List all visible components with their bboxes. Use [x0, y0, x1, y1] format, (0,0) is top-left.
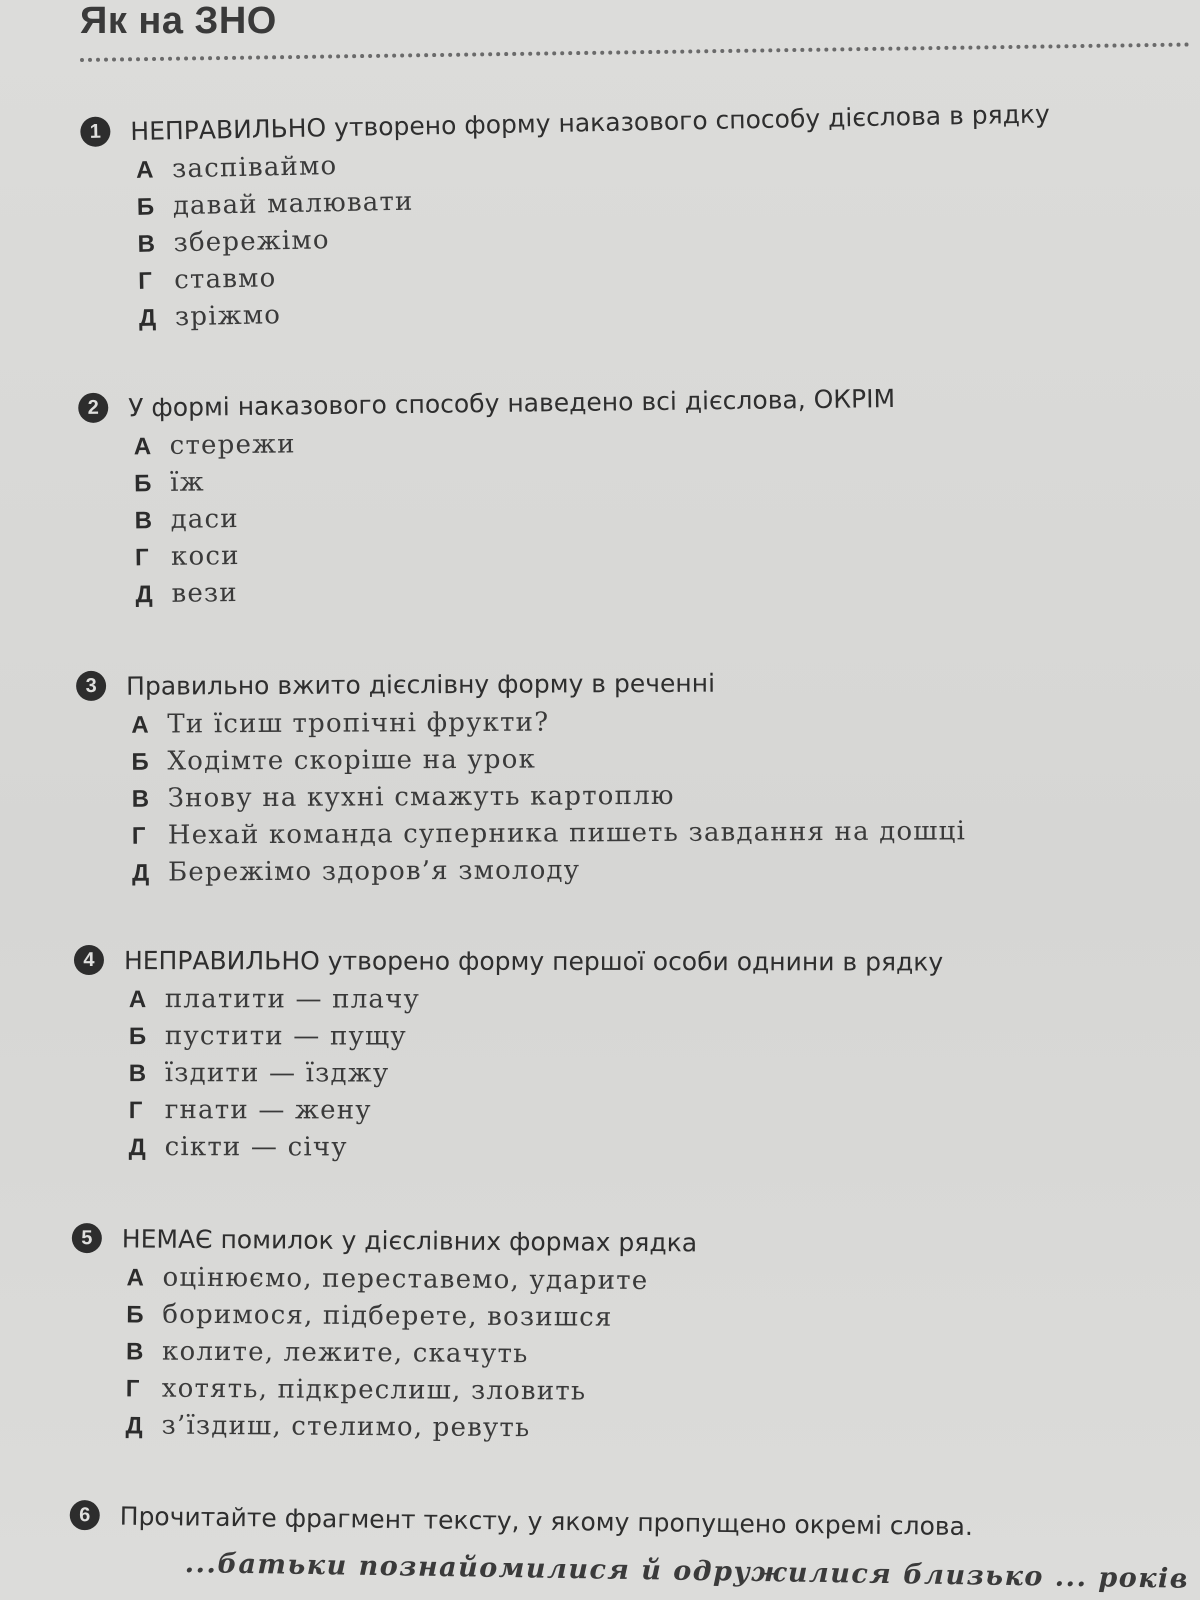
option-letter: Б [134, 470, 152, 498]
option-text: сікти — січу [164, 1132, 348, 1163]
option-text: оцінюємо, переставемо, ударите [162, 1262, 649, 1297]
question-header [72, 1218, 1152, 1266]
answer-option [132, 815, 1157, 857]
option-text: Ходімте скоріше на урок [167, 744, 537, 777]
answer-option [132, 778, 1157, 820]
question-number: 1 [80, 116, 111, 147]
answer-option [129, 984, 1154, 1023]
option-text: гнати — жену [164, 1095, 372, 1126]
option-letter: Б [126, 1301, 144, 1329]
option-text: Бережімо здоров’я змолоду [168, 855, 581, 888]
task-2 [78, 375, 1161, 617]
option-text: їздити — їзджу [164, 1058, 390, 1089]
option-letter: В [137, 230, 156, 258]
option-letter: В [131, 785, 150, 813]
answer-options [131, 704, 1157, 894]
option-text: з’їздиш, стелимо, ревуть [161, 1410, 531, 1444]
option-text: давай малювати [172, 186, 414, 222]
option-letter: А [135, 156, 154, 184]
task-5 [70, 1218, 1152, 1455]
option-text: Знову на кухні смажуть картоплю [167, 780, 675, 814]
answer-options [125, 1262, 1151, 1454]
option-text: Ти їсиш тропічні фрукти? [167, 707, 550, 740]
option-text: збережімо [173, 225, 330, 259]
question-number: 6 [70, 1500, 100, 1530]
option-letter: Д [132, 859, 150, 887]
answer-option [132, 852, 1157, 894]
option-text: стережи [169, 429, 296, 461]
option-text: пустити — пущу [164, 1021, 407, 1052]
question-number: 2 [78, 393, 108, 423]
question-text: НЕПРАВИЛЬНО утворено форму першої особи однини в рядку [123, 945, 944, 977]
option-letter: Г [134, 544, 149, 572]
option-letter: А [126, 1264, 145, 1292]
option-letter: Д [135, 581, 153, 609]
option-text: платити — плачу [164, 984, 421, 1015]
text-excerpt: ...батьки познайомилися й одружилися близько ... років [184, 1548, 1190, 1595]
option-letter: Г [128, 1097, 143, 1125]
option-text: боримося, підберете, возишся [162, 1299, 613, 1333]
task-3 [76, 660, 1157, 895]
answer-options [134, 419, 1161, 617]
question-header [70, 1495, 1150, 1548]
answer-option [125, 1410, 1150, 1454]
option-letter: Д [125, 1412, 143, 1440]
option-letter: Б [131, 748, 149, 776]
question-number: 4 [74, 945, 104, 975]
option-text: колите, лежите, скачуть [161, 1336, 529, 1370]
option-letter: Д [128, 1134, 146, 1162]
option-text: коси [170, 541, 240, 572]
option-letter: В [128, 1060, 147, 1088]
page-heading: Як на ЗНО [80, 0, 277, 42]
question-header [74, 940, 1154, 982]
answer-options [136, 135, 1164, 340]
dotted-divider [80, 43, 1190, 62]
option-text: вези [171, 578, 239, 609]
option-letter: А [128, 986, 147, 1014]
option-letter: В [125, 1338, 144, 1366]
answer-option [129, 1058, 1154, 1097]
task-1 [80, 91, 1164, 341]
option-text: хотять, підкреслиш, зловить [161, 1373, 587, 1407]
option-text: даси [170, 504, 239, 535]
question-number: 5 [72, 1223, 102, 1253]
task-4 [74, 940, 1154, 1171]
option-text: заспіваймо [171, 151, 338, 185]
option-text: їж [169, 467, 205, 498]
task-6 [70, 1495, 1150, 1548]
option-letter: В [134, 507, 153, 535]
question-text: Прочитайте фрагмент тексту, у якому пропущено окремі слова. [119, 1501, 974, 1541]
answer-option [131, 741, 1156, 783]
option-letter: Б [128, 1023, 147, 1051]
option-text: ставмо [173, 263, 277, 296]
option-letter: А [131, 711, 149, 739]
question-number: 3 [76, 671, 106, 701]
question-text: НЕПРАВИЛЬНО утворено форму наказового способу дієслова в рядку [130, 98, 1051, 146]
answer-option [129, 1021, 1154, 1060]
question-text: У формі наказового способу наведено всі дієслова, ОКРІМ [128, 383, 896, 422]
answer-option [129, 1095, 1154, 1134]
option-letter: Г [138, 267, 153, 295]
option-letter: Д [138, 304, 157, 332]
option-text: зріжмо [174, 300, 282, 333]
question-header [76, 660, 1156, 706]
option-letter: Г [131, 822, 146, 850]
option-letter: А [133, 433, 152, 461]
option-letter: Г [125, 1375, 140, 1403]
answer-option [131, 704, 1156, 746]
option-letter: Б [136, 193, 155, 221]
answer-option [129, 1132, 1154, 1171]
question-text: НЕМАЄ помилок у дієслівних формах рядка [121, 1223, 698, 1257]
answer-options [129, 984, 1154, 1171]
question-text: Правильно вжито дієслівну форму в реченні [126, 668, 716, 701]
option-text: Нехай команда суперника пишеть завдання на дошці [167, 816, 967, 851]
